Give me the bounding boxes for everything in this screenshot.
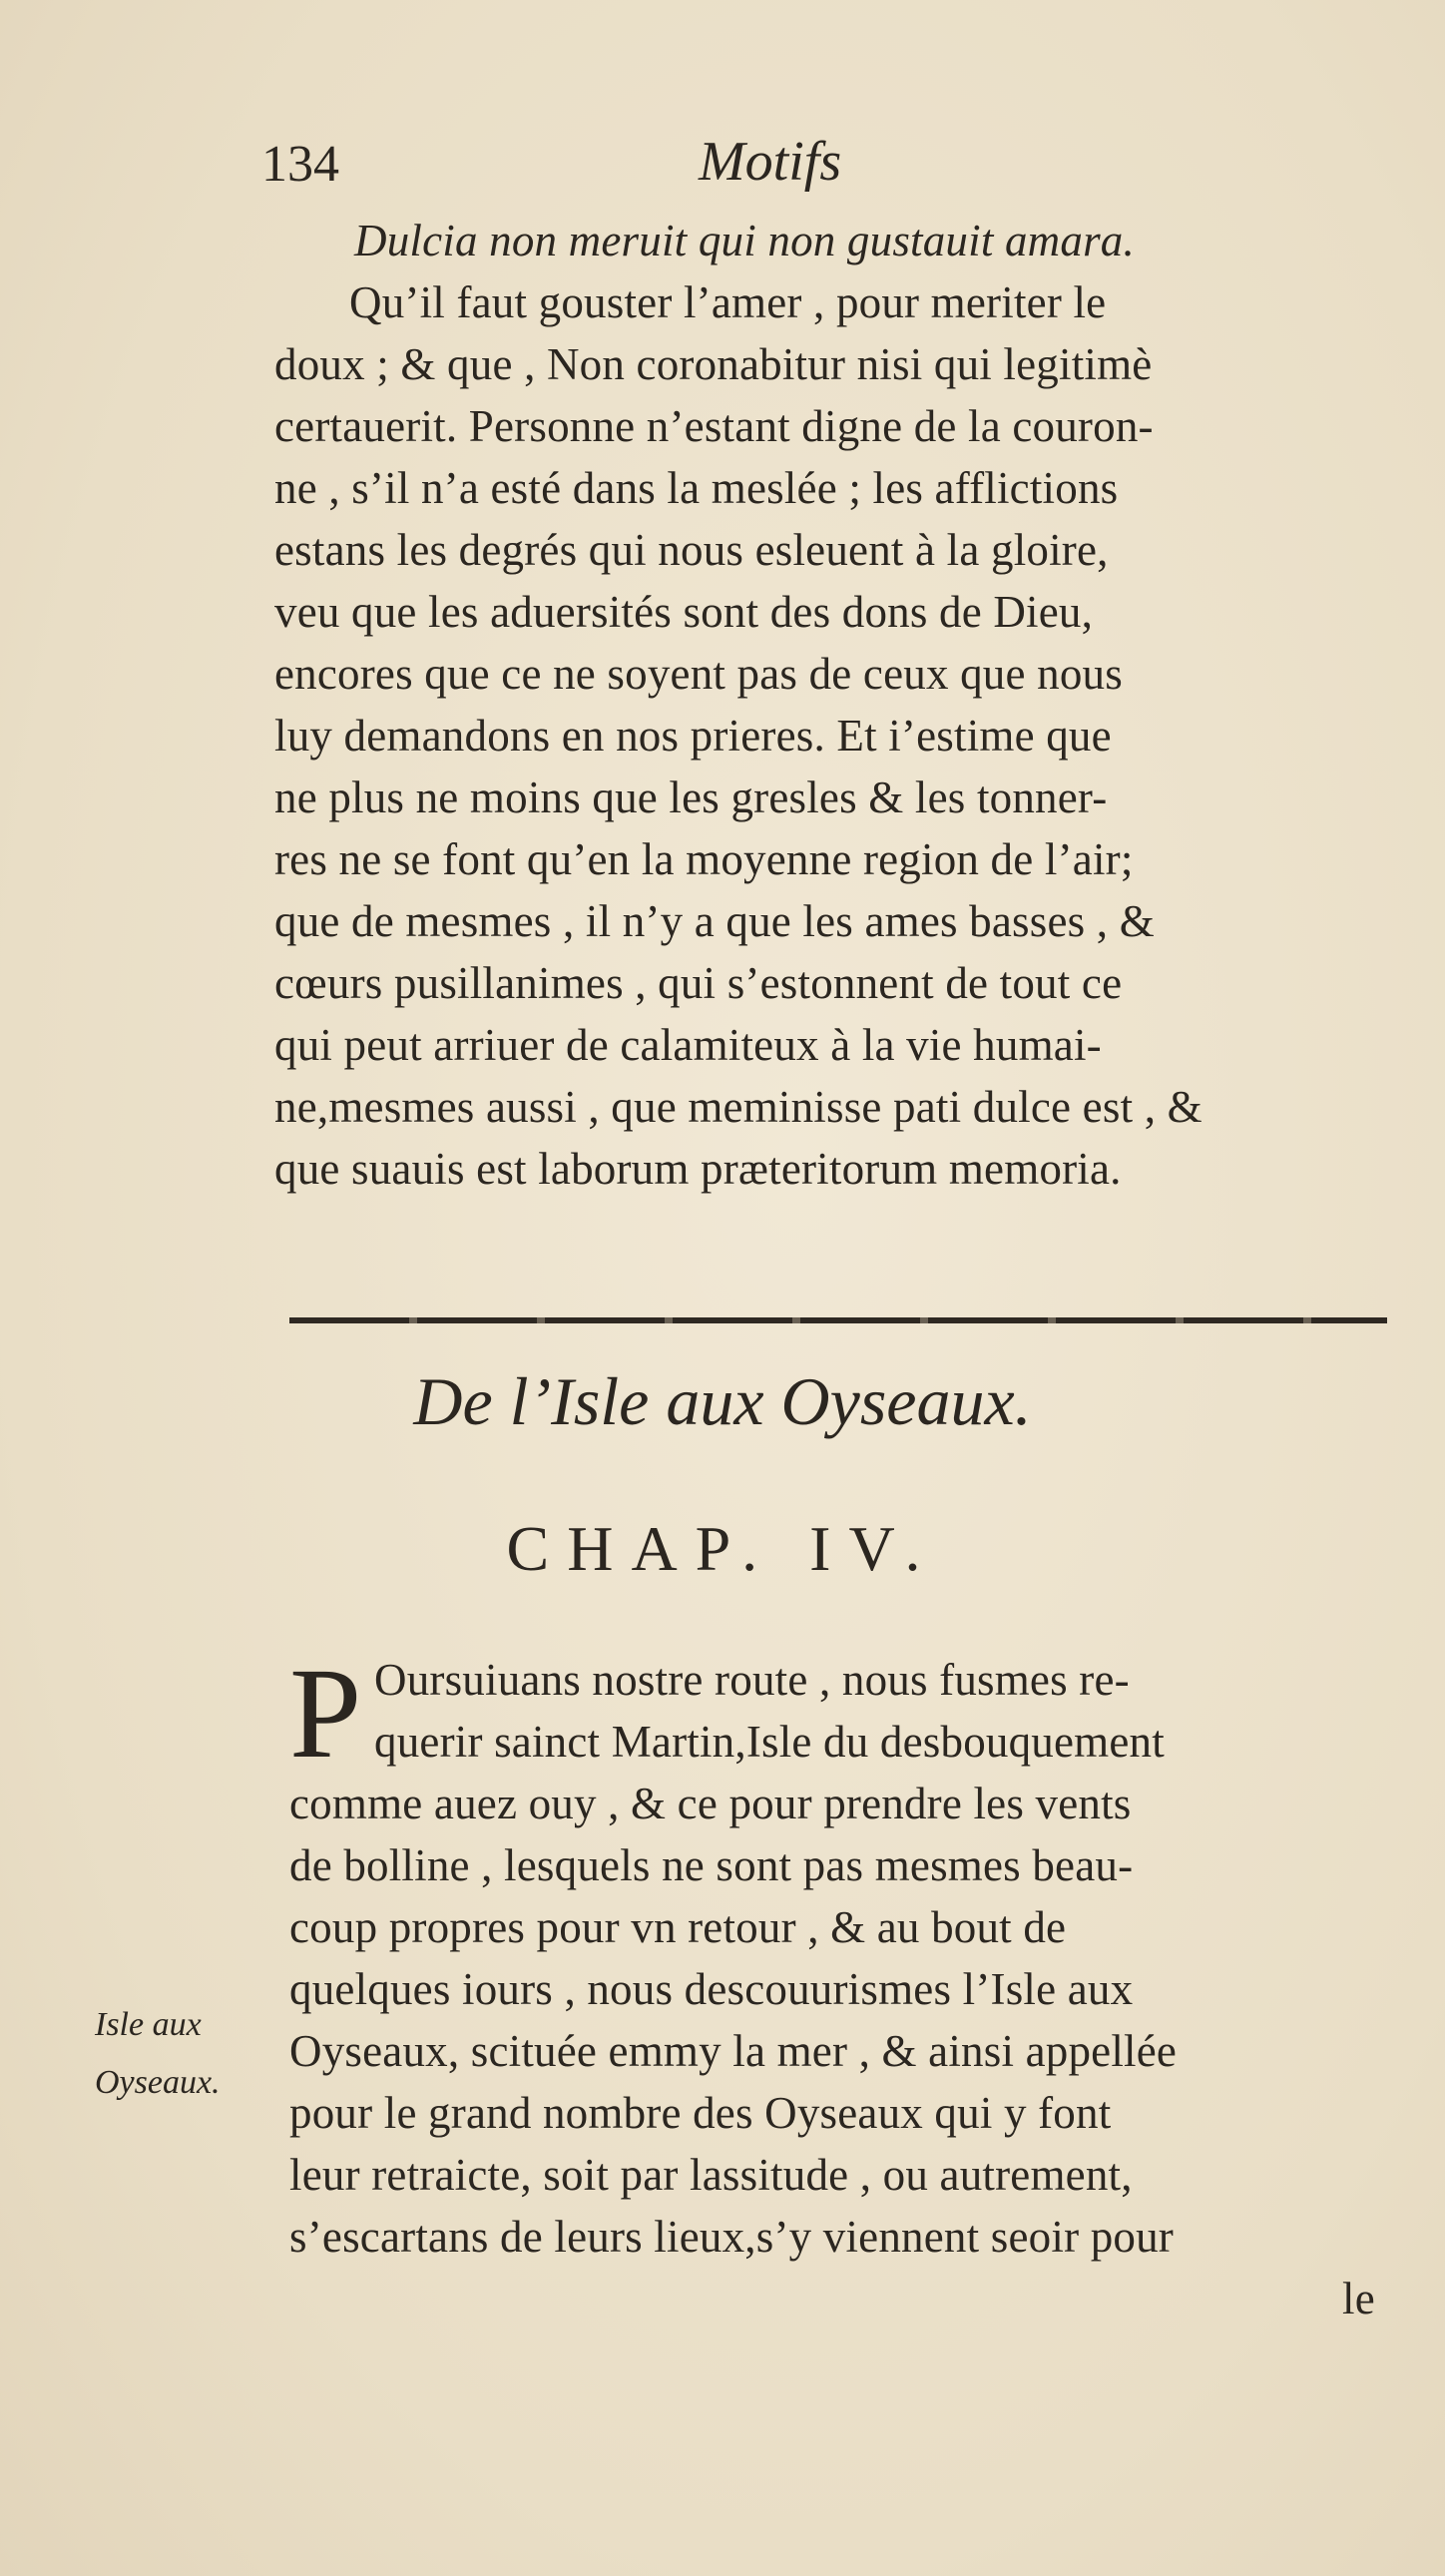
drop-cap: P — [289, 1642, 362, 1786]
text-line: de bolline , lesquels ne sont pas mesmes beau- — [289, 1840, 1134, 1890]
text-line: s’escartans de leurs lieux,s’y viennent seoir pour — [289, 2212, 1174, 2262]
text-line: Dulcia non meruit qui non gustauit amara. — [354, 216, 1135, 265]
running-title: Motifs — [699, 131, 842, 193]
text-line: pour le grand nombre des Oyseaux qui y font — [289, 2088, 1112, 2138]
text-line: quelques iours , nous descouurismes l’Isle aux — [289, 1964, 1134, 2014]
text-line: res ne se font qu’en la moyenne region de l’air; — [274, 834, 1134, 884]
text-line: veu que les aduersités sont des dons de Dieu, — [274, 587, 1094, 637]
text-line: doux ; & que , Non coronabitur nisi qui legitimè — [274, 339, 1153, 389]
text-line: que de mesmes , il n’y a que les ames basses , & — [274, 896, 1155, 946]
text-line: ne plus ne moins que les gresles & les tonner- — [274, 773, 1108, 822]
ornamental-rule — [289, 1317, 1387, 1323]
text-line: luy demandons en nos prieres. Et i’estime que — [274, 711, 1112, 761]
page-number: 134 — [261, 136, 339, 193]
margin-note-line: Isle aux — [95, 2006, 202, 2043]
text-line: Qu’il faut gouster l’amer , pour meriter le — [349, 277, 1107, 327]
catchword: le — [1342, 2274, 1375, 2323]
text-line: leur retraicte, soit par lassitude , ou autrement, — [289, 2150, 1133, 2200]
text-line: comme auez ouy , & ce pour prendre les vents — [289, 1779, 1132, 1828]
chapter-heading: CHAP. IV. — [506, 1513, 939, 1584]
text-line: encores que ce ne soyent pas de ceux que nous — [274, 649, 1123, 699]
text-line: ne , s’il n’a esté dans la meslée ; les afflictions — [274, 463, 1119, 513]
text-line: querir sainct Martin,Isle du desbouquement — [374, 1717, 1165, 1767]
text-line: certauerit. Personne n’estant digne de la couron- — [274, 401, 1154, 451]
text-line: cœurs pusillanimes , qui s’estonnent de tout ce — [274, 958, 1123, 1008]
text-line: qui peut arriuer de calamiteux à la vie humai- — [274, 1020, 1102, 1070]
text-line: coup propres pour vn retour , & au bout de — [289, 1902, 1067, 1952]
margin-note-line: Oyseaux. — [95, 2064, 221, 2101]
text-line: estans les degrés qui nous esleuent à la gloire, — [274, 525, 1109, 575]
section-title: De l’Isle aux Oyseaux. — [413, 1363, 1032, 1439]
text-line: ne,mesmes aussi , que meminisse pati dulce est , & — [274, 1082, 1203, 1132]
text-line: Oyseaux, scituée emmy la mer , & ainsi appellée — [289, 2026, 1178, 2076]
text-line: Oursuiuans nostre route , nous fusmes re- — [374, 1655, 1130, 1705]
text-line: que suauis est laborum præteritorum memoria. — [274, 1144, 1122, 1194]
